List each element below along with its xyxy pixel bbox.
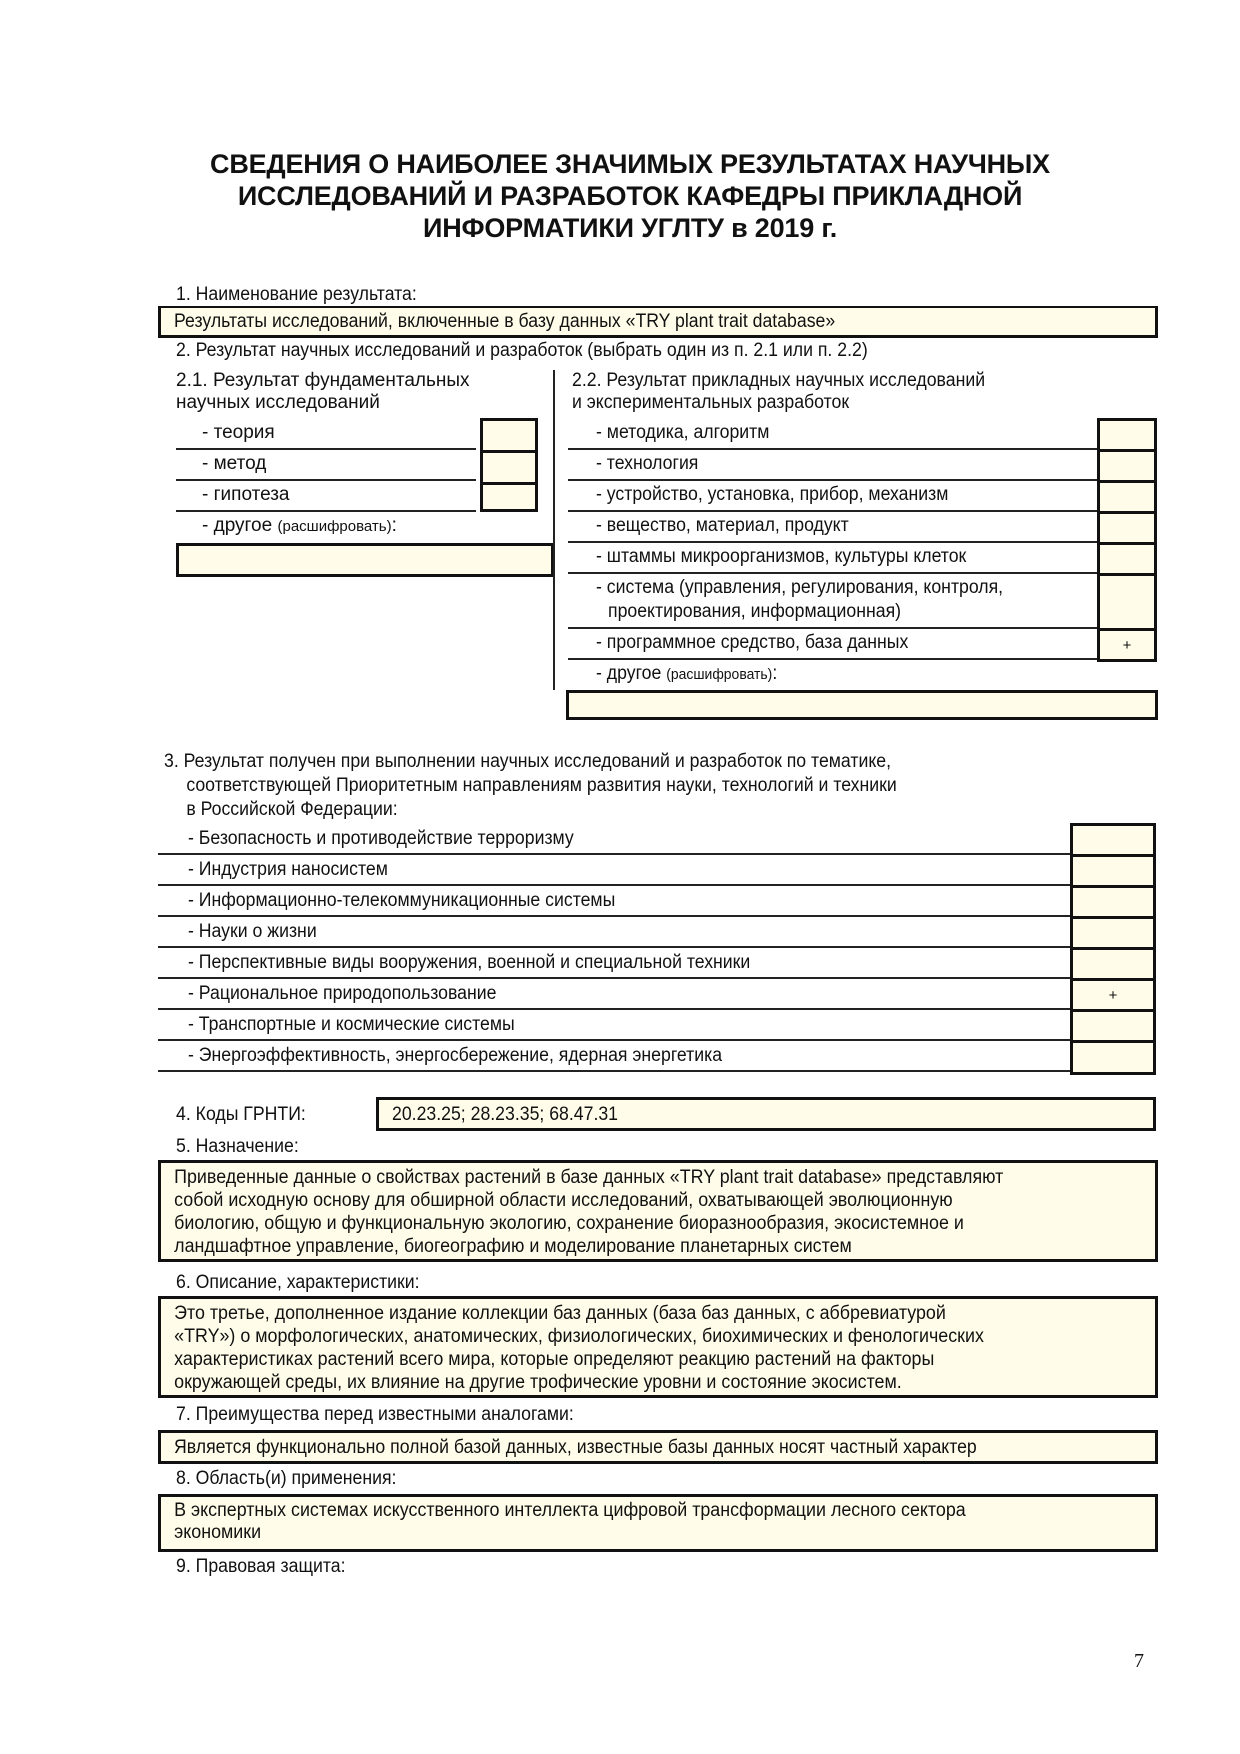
column-divider — [553, 370, 555, 690]
priority-item: - Науки о жизни — [188, 921, 317, 942]
checkbox-method[interactable] — [483, 453, 535, 485]
divider — [568, 510, 1100, 512]
priority-checkbox-column — [1070, 823, 1156, 1075]
divider — [568, 572, 1100, 574]
divider — [158, 1070, 1074, 1072]
checkbox-priority[interactable] — [1073, 857, 1153, 888]
applied-item-strains: - штаммы микроорганизмов, культуры клеток — [596, 546, 967, 567]
applied-other-field[interactable] — [566, 690, 1158, 720]
divider — [158, 1039, 1074, 1041]
checkbox-system[interactable] — [1100, 576, 1154, 631]
checkbox-methodology[interactable] — [1100, 421, 1154, 452]
application-areas-text: В экспертных системах искусственного интеллекта цифровой трансформации лесного сектора экономики — [174, 1500, 966, 1543]
advantages-value: Является функционально полной базой данных, известные базы данных носят частный характер — [174, 1437, 977, 1458]
divider — [568, 627, 1100, 629]
section2-label: 2. Результат научных исследований и разработок (выбрать один из п. 2.1 или п. 2.2) — [176, 340, 868, 361]
checkbox-technology[interactable] — [1100, 452, 1154, 483]
checkbox-priority[interactable] — [1073, 919, 1153, 950]
applied-item-device: - устройство, установка, прибор, механизм — [596, 484, 949, 505]
title-line: ИНФОРМАТИКИ УГЛТУ в 2019 г. — [422, 213, 837, 243]
title-line: ИССЛЕДОВАНИЙ И РАЗРАБОТОК КАФЕДРЫ ПРИКЛАДНОЙ — [237, 181, 1023, 211]
checkbox-priority[interactable] — [1073, 950, 1153, 981]
divider — [176, 510, 476, 512]
section6-label: 6. Описание, характеристики: — [176, 1272, 420, 1293]
checkbox-priority[interactable] — [1073, 1043, 1153, 1071]
description-text: Это третье, дополненное издание коллекции баз данных (база баз данных, с аббревиатурой «TRY») о морфологических, анатомических, физиологических, биохимических и фенологических характеристиках растений всего мира, которые определяют реакцию растений на факторы окружающей среды, их влияние на другие трофические уровни и состояние экосистем. — [174, 1303, 984, 1393]
checkbox-theory[interactable] — [483, 421, 535, 453]
fundamental-heading: 2.1. Результат фундаментальных научных исследований — [176, 370, 470, 413]
purpose-text: Приведенные данные о свойствах растений в базе данных «TRY plant trait database» представляют собой исходную основу для обширной области исследований, охватывающей эволюционную биологию, общую и функциональную экологию, сохранение биоразнообразия, экосистемное и ландшафтное управление, биогеографию и моделирование планетарных систем — [174, 1167, 1004, 1257]
priority-item: - Безопасность и противодействие терроризму — [188, 828, 574, 849]
grnti-codes-value: 20.23.25; 28.23.35; 68.47.31 — [392, 1104, 619, 1125]
applied-item-system-cont: проектирования, информационная) — [608, 601, 902, 622]
section3-label: 3. Результат получен при выполнении научных исследований и разработок по тематике, соответствующей Приоритетным направлениям развития науки, технологий и техники в Российской Федерации: — [164, 751, 897, 820]
title-line: СВЕДЕНИЯ О НАИБОЛЕЕ ЗНАЧИМЫХ РЕЗУЛЬТАТАХ НАУЧНЫХ — [210, 149, 1050, 179]
fundamental-item-hypothesis: - гипотеза — [202, 484, 290, 505]
applied-item-substance: - вещество, материал, продукт — [596, 515, 849, 536]
applied-item-system: - система (управления, регулирования, контроля, — [596, 577, 1004, 598]
document-title — [150, 148, 1110, 244]
checkbox-hypothesis[interactable] — [483, 485, 535, 515]
fundamental-item-method: - метод — [202, 453, 267, 474]
priority-item: - Перспективные виды вооружения, военной и специальной техники — [188, 952, 751, 973]
fundamental-other-field[interactable] — [176, 543, 554, 577]
divider — [568, 658, 1100, 660]
result-name-value: Результаты исследований, включенные в базу данных «TRY plant trait database» — [174, 311, 836, 332]
page-number: 7 — [1134, 1650, 1144, 1672]
divider — [176, 479, 476, 481]
checkbox-priority-nature-management[interactable]: + — [1073, 981, 1153, 1012]
priority-item: - Индустрия наносистем — [188, 859, 388, 880]
applied-heading: 2.2. Результат прикладных научных исследований и экспериментальных разработок — [572, 370, 986, 413]
application-areas-field[interactable] — [158, 1494, 1158, 1552]
divider — [158, 946, 1074, 948]
applied-item-methodology: - методика, алгоритм — [596, 422, 770, 443]
applied-item-software: - программное средство, база данных — [596, 632, 909, 653]
priority-item: - Транспортные и космические системы — [188, 1014, 515, 1035]
grnti-codes-field[interactable] — [376, 1097, 1156, 1131]
checkbox-substance[interactable] — [1100, 514, 1154, 545]
divider — [568, 448, 1100, 450]
divider — [158, 1008, 1074, 1010]
applied-list — [568, 418, 1168, 688]
checkbox-priority[interactable] — [1073, 826, 1153, 857]
section4-label: 4. Коды ГРНТИ: — [176, 1104, 306, 1125]
advantages-field[interactable] — [158, 1430, 1158, 1464]
priority-item: - Энергоэффективность, энергосбережение, ядерная энергетика — [188, 1045, 723, 1066]
fundamental-item-other: - другое (расшифровать): — [202, 515, 397, 536]
applied-checkbox-column — [1097, 418, 1157, 662]
fundamental-checkbox-column — [480, 418, 538, 512]
divider — [568, 541, 1100, 543]
result-name-field[interactable] — [158, 306, 1158, 338]
divider — [158, 977, 1074, 979]
priority-directions-list — [158, 823, 1158, 1073]
checkbox-strains[interactable] — [1100, 545, 1154, 576]
priority-item: - Информационно-телекоммуникационные системы — [188, 890, 616, 911]
divider — [158, 915, 1074, 917]
section9-label: 9. Правовая защита: — [176, 1556, 346, 1577]
section5-label: 5. Назначение: — [176, 1136, 299, 1157]
applied-item-other: - другое (расшифровать): — [596, 663, 778, 684]
divider — [176, 448, 476, 450]
applied-item-technology: - технология — [596, 453, 699, 474]
description-field[interactable] — [158, 1296, 1158, 1398]
checkbox-device[interactable] — [1100, 483, 1154, 514]
divider — [158, 884, 1074, 886]
checkbox-priority[interactable] — [1073, 1012, 1153, 1043]
section7-label: 7. Преимущества перед известными аналогами: — [176, 1404, 574, 1425]
section1-label: 1. Наименование результата: — [176, 284, 417, 305]
fundamental-item-theory: - теория — [202, 422, 275, 443]
section8-label: 8. Область(и) применения: — [176, 1468, 397, 1489]
divider — [568, 479, 1100, 481]
divider — [158, 853, 1074, 855]
priority-item: - Рациональное природопользование — [188, 983, 497, 1004]
checkbox-priority[interactable] — [1073, 888, 1153, 919]
checkbox-software[interactable]: + — [1122, 637, 1132, 654]
purpose-field[interactable] — [158, 1160, 1158, 1262]
